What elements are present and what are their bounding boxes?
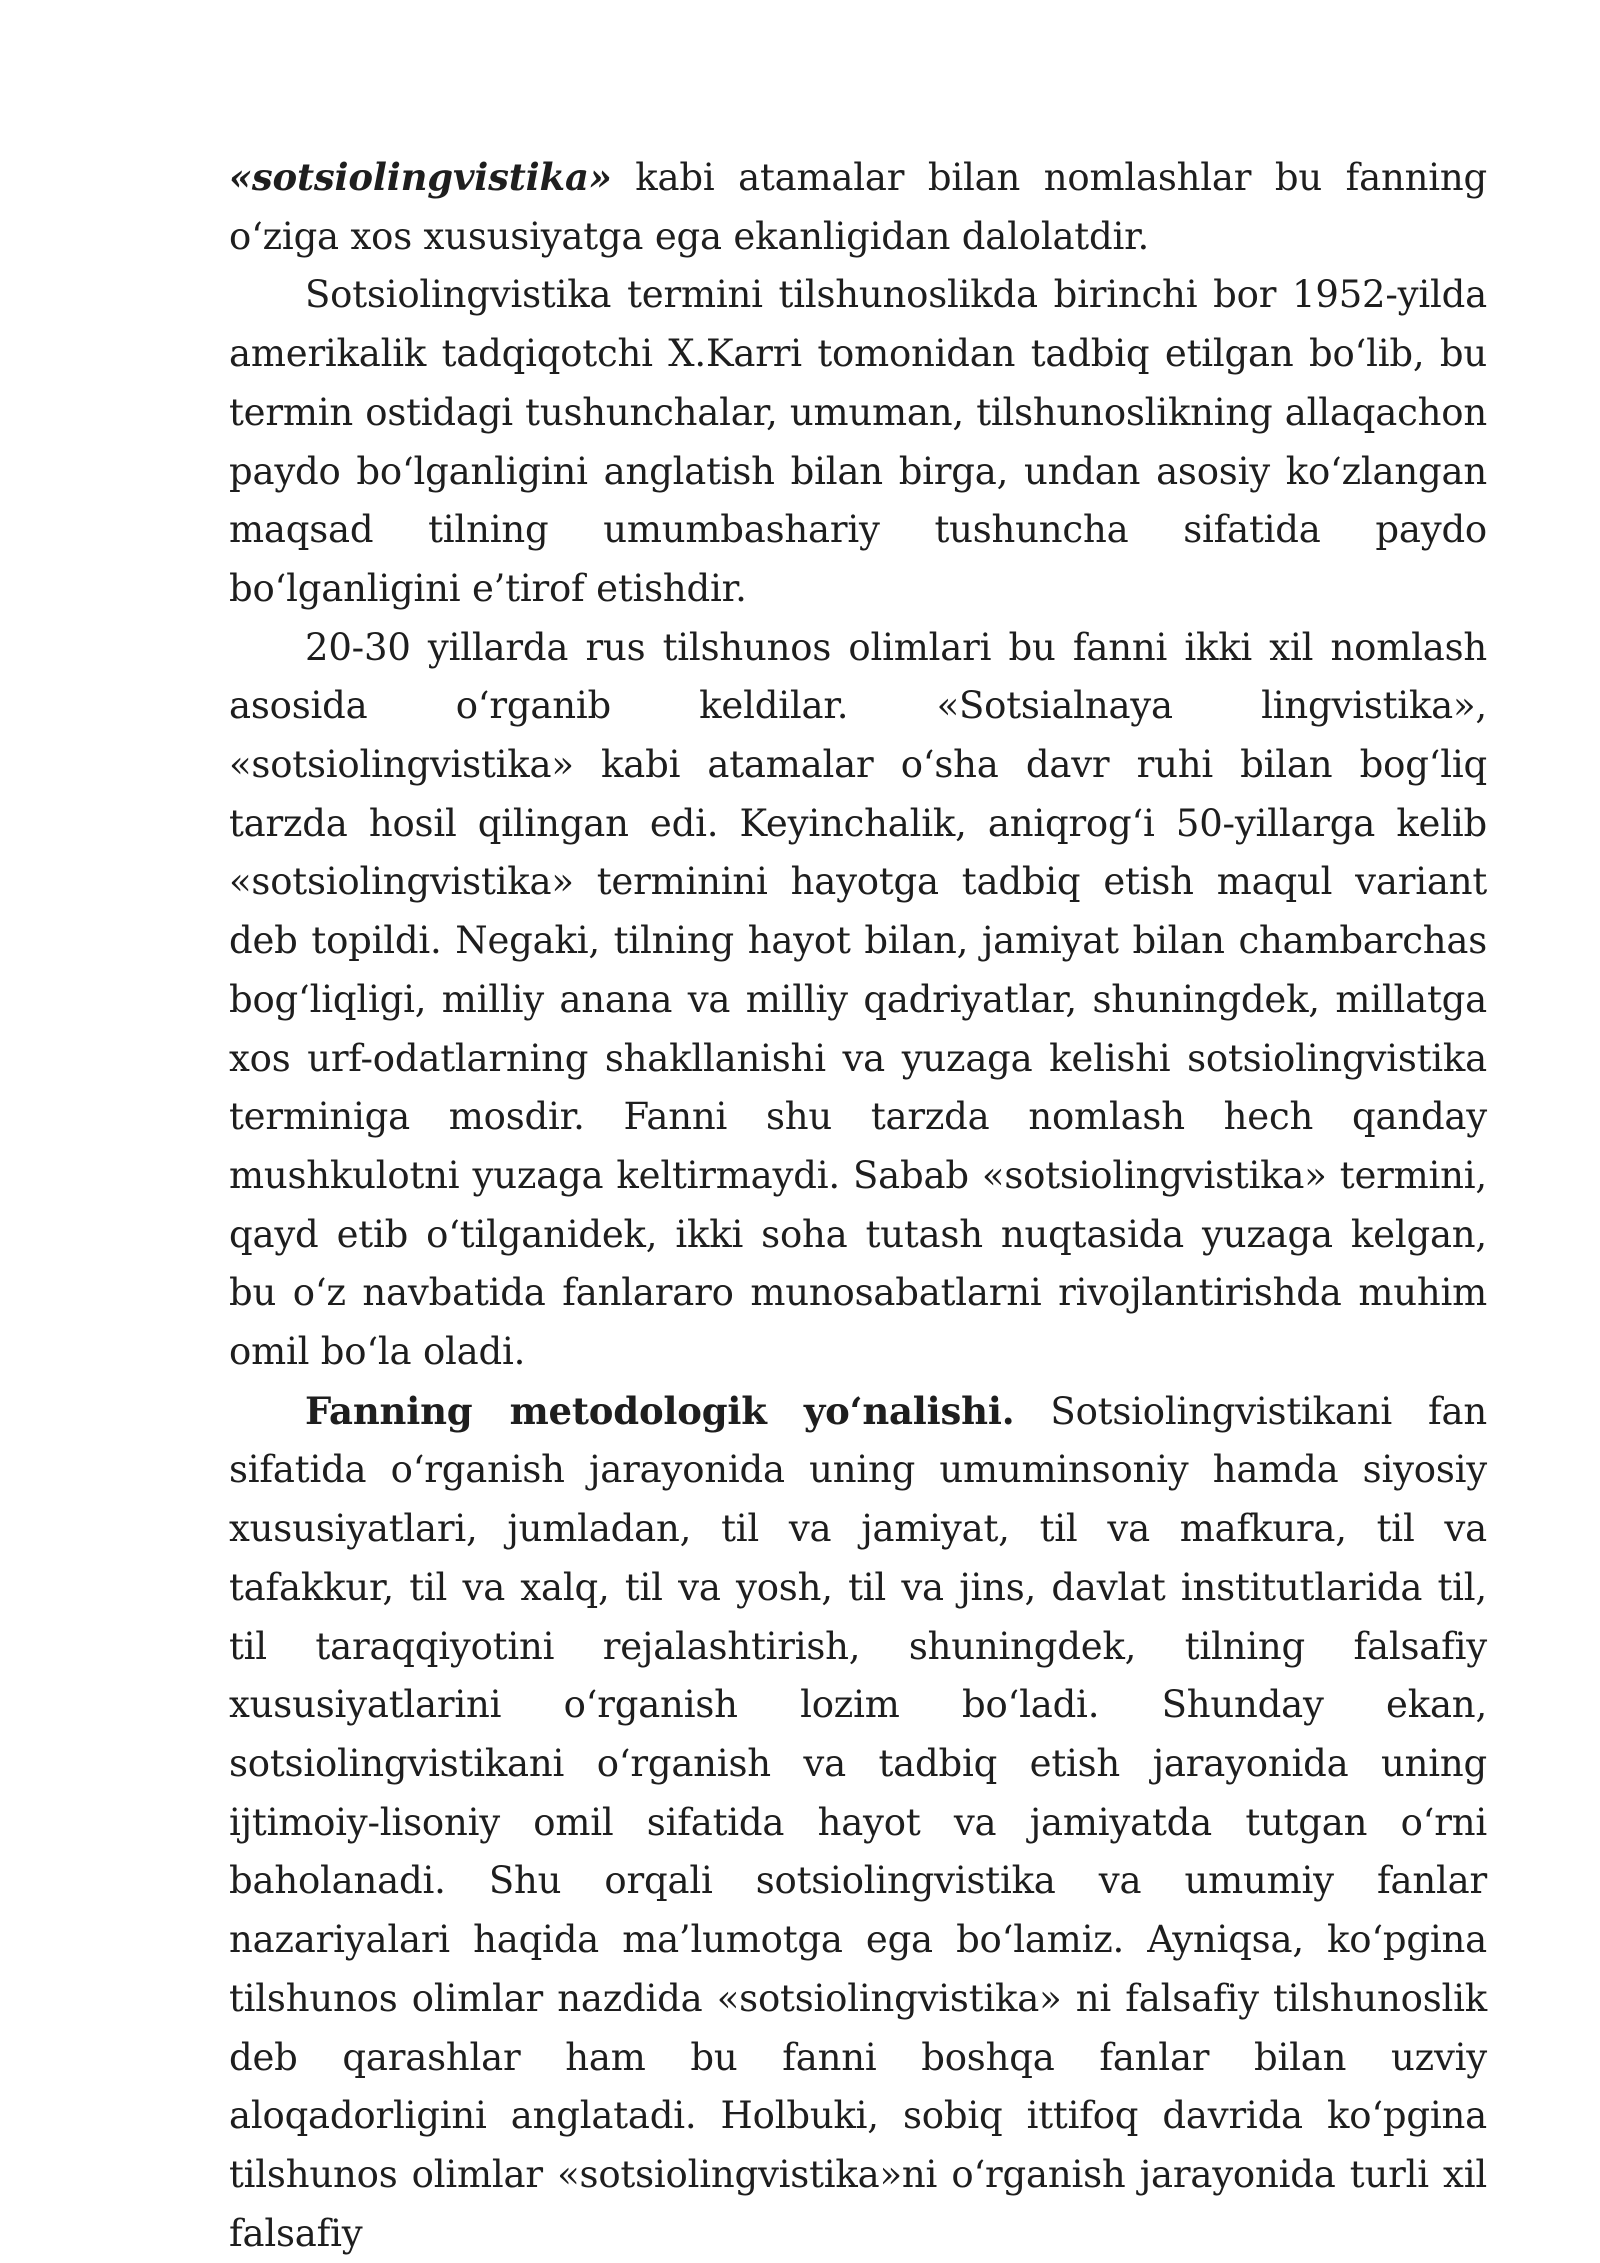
- paragraph-4-text: Sotsiolingvistikani fan sifatida o‘rganish jarayonida uning umuminsoniy hamda siyosiy xususiyatlari, jumladan, til va jamiyat, til va mafkura, til va tafakkur, til va xalq, til va yosh, til va jins, davlat institutlarida til, til taraqqiyotini rejalashtirish, shuningdek, tilning falsafiy xususiyatlarini o‘rganish lozim bo‘ladi. Shunday ekan, sotsiolingvistikani o‘rganish va tadbiq etish jarayonida uning ijtimoiy-lisoniy omil sifatida hayot va jamiyatda tutgan o‘rni baholanadi. Shu orqali sotsiolingvistika va umumiy fanlar nazariyalari haqida ma’lumotga ega bo‘lamiz. Ayniqsa, ko‘pgina tilshunos olimlar nazdida «sotsiolingvistika» ni falsafiy tilshunoslik deb qarashlar ham bu fanni boshqa fanlar bilan uzviy aloqadorligini anglatadi. Holbuki, sobiq ittifoq davrida ko‘pgina tilshunos olimlar «sotsiolingvistika»ni o‘rganish jarayonida turli xil falsafiy: [229, 1389, 1487, 2255]
- paragraph-2: Sotsiolingvistika termini tilshunoslikda birinchi bor 1952-yilda amerikalik tadqiqotchi X.Karri tomonidan tadbiq etilgan bo‘lib, bu termin ostidagi tushunchalar, umuman, tilshunoslikning allaqachon paydo bo‘lganligini anglatish bilan birga, undan asosiy ko‘zlangan maqsad tilning umumbashariy tushuncha sifatida paydo bo‘lganligini e’tirof etishdir.: [229, 273, 1487, 610]
- paragraph-3: 20-30 yillarda rus tilshunos olimlari bu fanni ikki xil nomlash asosida o‘rganib keldilar. «Sotsialnaya lingvistika», «sotsiolingvistika» kabi atamalar o‘sha davr ruhi bilan bog‘liq tarzda hosil qilingan edi. Keyinchalik, aniqrog‘i 50-yillarga kelib «sotsiolingvistika» terminini hayotga tadbiq etish maqul variant deb topildi. Negaki, tilning hayot bilan, jamiyat bilan chambarchas bog‘liqligi, milliy anana va milliy qadriyatlar, shuningdek, millatga xos urf-odatlarning shakllanishi va yuzaga kelishi sotsiolingvistika terminiga mosdir. Fanni shu tarzda nomlash hech qanday mushkulotni yuzaga keltirmaydi. Sabab «sotsiolingvistika» termini, qayd etib o‘tilganidek, ikki soha tutash nuqtasida yuzaga kelgan, bu o‘z navbatida fanlararo munosabatlarni rivojlantirishda muhim omil bo‘la oladi.: [229, 625, 1487, 1374]
- section-heading: Fanning metodologik yo‘nalishi.: [305, 1388, 1015, 1433]
- lead-term: «sotsiolingvistika»: [229, 155, 612, 199]
- document-page: [229, 148, 1487, 2263]
- paragraph-4: [229, 1382, 1487, 2263]
- paragraph-1: [229, 148, 1487, 266]
- paragraph-1-text: kabi atamalar bilan nomlashlar bu fanning o‘ziga xos xususiyatga ega ekanligidan dalolatdir.: [229, 156, 1487, 258]
